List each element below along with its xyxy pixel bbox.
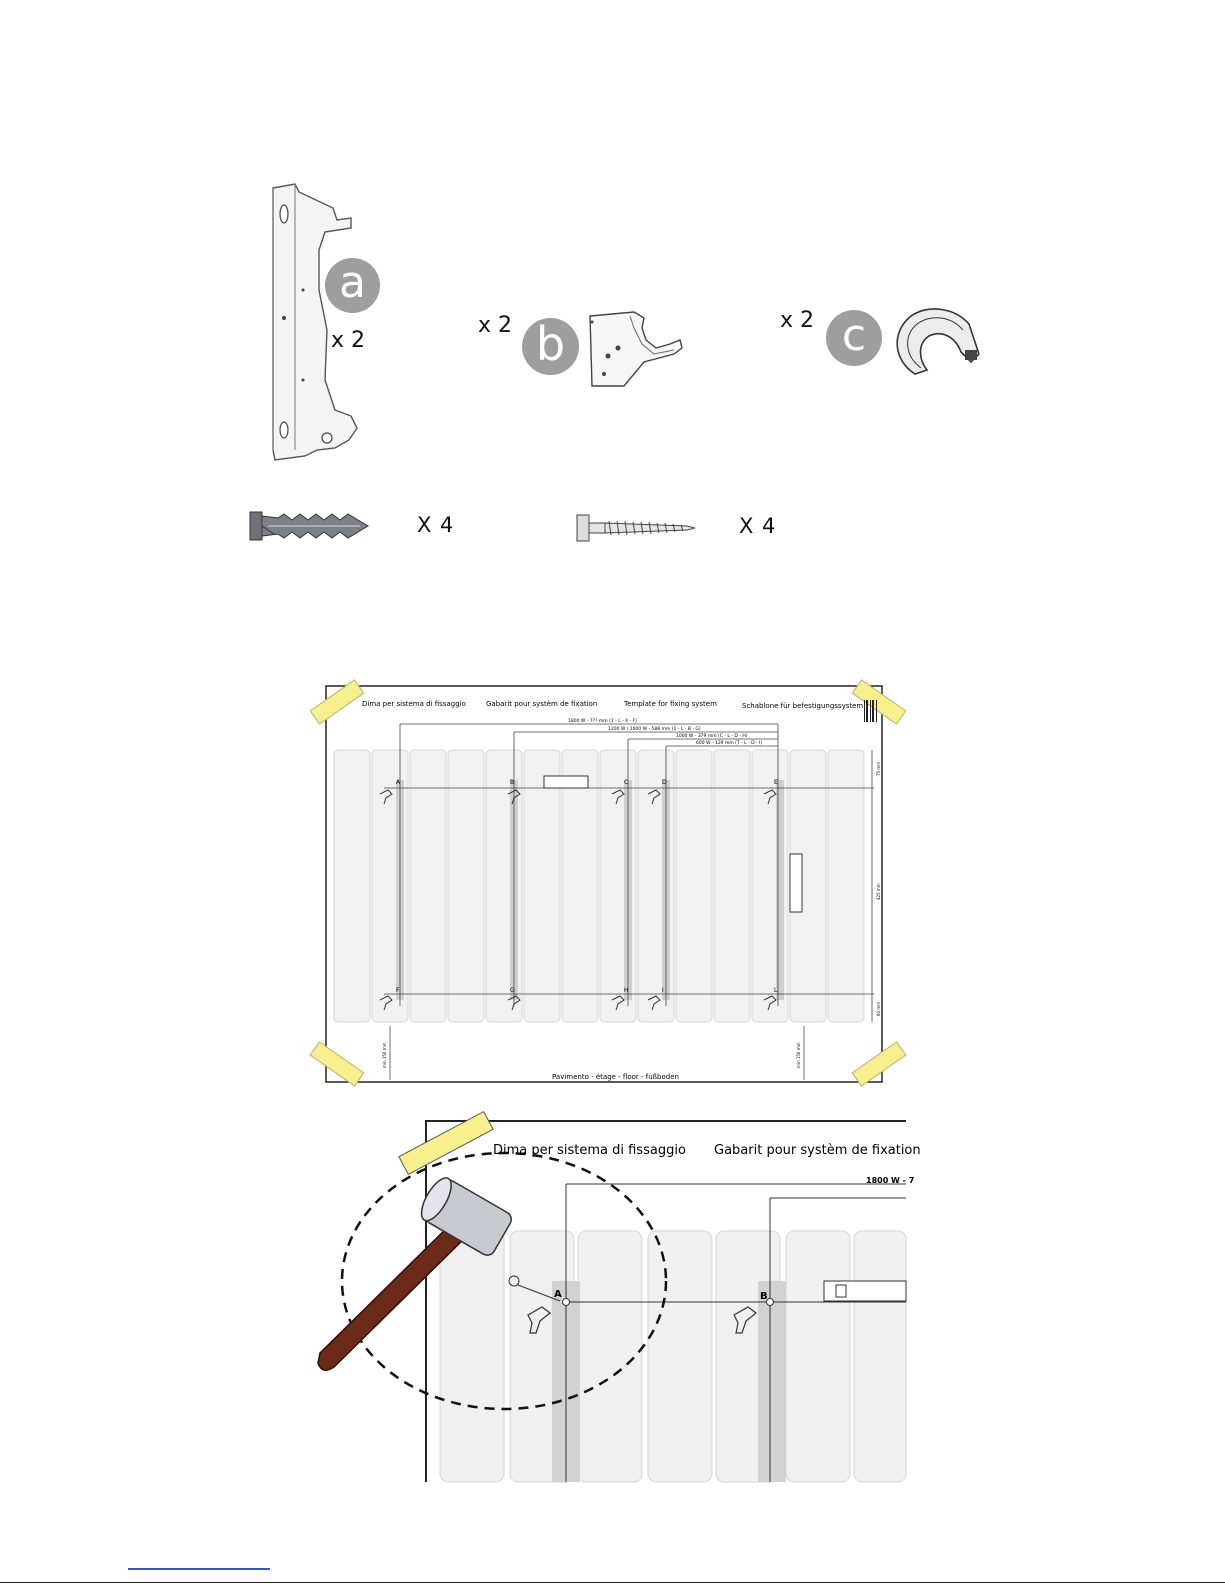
support-plate-icon xyxy=(584,308,684,390)
floor-gap-right: min 150 mm xyxy=(796,1042,801,1068)
dimension-1000w: 1000 W - 379 mm (C - L - D - H) xyxy=(676,734,748,739)
dimension-600w: 600 W - 129 mm (T - L - D - I) xyxy=(696,741,763,746)
badge-b-letter: b xyxy=(535,317,566,371)
wall-bracket-icon xyxy=(265,180,365,465)
footer-link-underline[interactable] xyxy=(128,1568,270,1570)
detail-diagram xyxy=(310,1105,921,1482)
point-e: E xyxy=(774,779,778,786)
template-title-fr: Gabarit pour systèm de fixation xyxy=(486,700,598,708)
part-a-quantity: x 2 xyxy=(331,328,366,353)
clip-icon xyxy=(885,302,985,378)
detail-title-fr: Gabarit pour systèm de fixation xyxy=(714,1143,921,1158)
point-i: I xyxy=(662,987,664,994)
point-h: H xyxy=(624,987,629,994)
detail-title-it: Dima per sistema di fissaggio xyxy=(493,1143,686,1158)
point-c: C xyxy=(624,779,629,786)
vertical-dimension-top: 75 mm xyxy=(876,761,881,776)
template-title-de: Schablone für befestigungssystem xyxy=(742,702,864,710)
screw-quantity: X 4 xyxy=(739,514,777,538)
badge-c-letter: c xyxy=(841,310,867,361)
floor-label: Pavimento - étage - floor - fußboden xyxy=(552,1073,679,1081)
vertical-dimension-middle: 425 mm xyxy=(876,883,881,900)
point-d: D xyxy=(662,779,667,786)
fixing-template-diagram xyxy=(308,676,908,1090)
point-g: G xyxy=(510,987,515,994)
wall-plug-icon xyxy=(248,508,372,544)
dimension-1200w: 1200 W / 1000 W - 588 mm (1 - L - B - G) xyxy=(608,727,701,732)
wall-plug-quantity: X 4 xyxy=(417,513,455,537)
point-l: L xyxy=(774,987,778,994)
dimension-1800w: 1800 W - 7?? mm (1 - L - 4 - F) xyxy=(568,719,637,724)
point-f: F xyxy=(396,987,400,994)
point-a: A xyxy=(396,779,401,786)
point-b: B xyxy=(510,779,515,786)
badge-a-letter: a xyxy=(339,257,366,308)
floor-gap-left: min 150 mm xyxy=(382,1042,387,1068)
part-b-quantity: x 2 xyxy=(478,313,513,338)
screw-icon xyxy=(575,513,697,543)
part-c-quantity: x 2 xyxy=(780,308,815,333)
badge-c xyxy=(826,310,882,366)
badge-b xyxy=(522,318,579,375)
template-title-it: Dima per sistema di fissaggio xyxy=(362,700,466,708)
vertical-dimension-bottom: 60 mm xyxy=(876,1001,881,1016)
template-title-en: Template for fixing system xyxy=(624,700,717,708)
detail-point-b: B xyxy=(760,1291,768,1302)
detail-point-a: A xyxy=(554,1289,562,1300)
detail-dimension: 1800 W - 7 xyxy=(866,1176,915,1185)
badge-a xyxy=(325,258,380,313)
footer-rule xyxy=(0,1582,1225,1583)
